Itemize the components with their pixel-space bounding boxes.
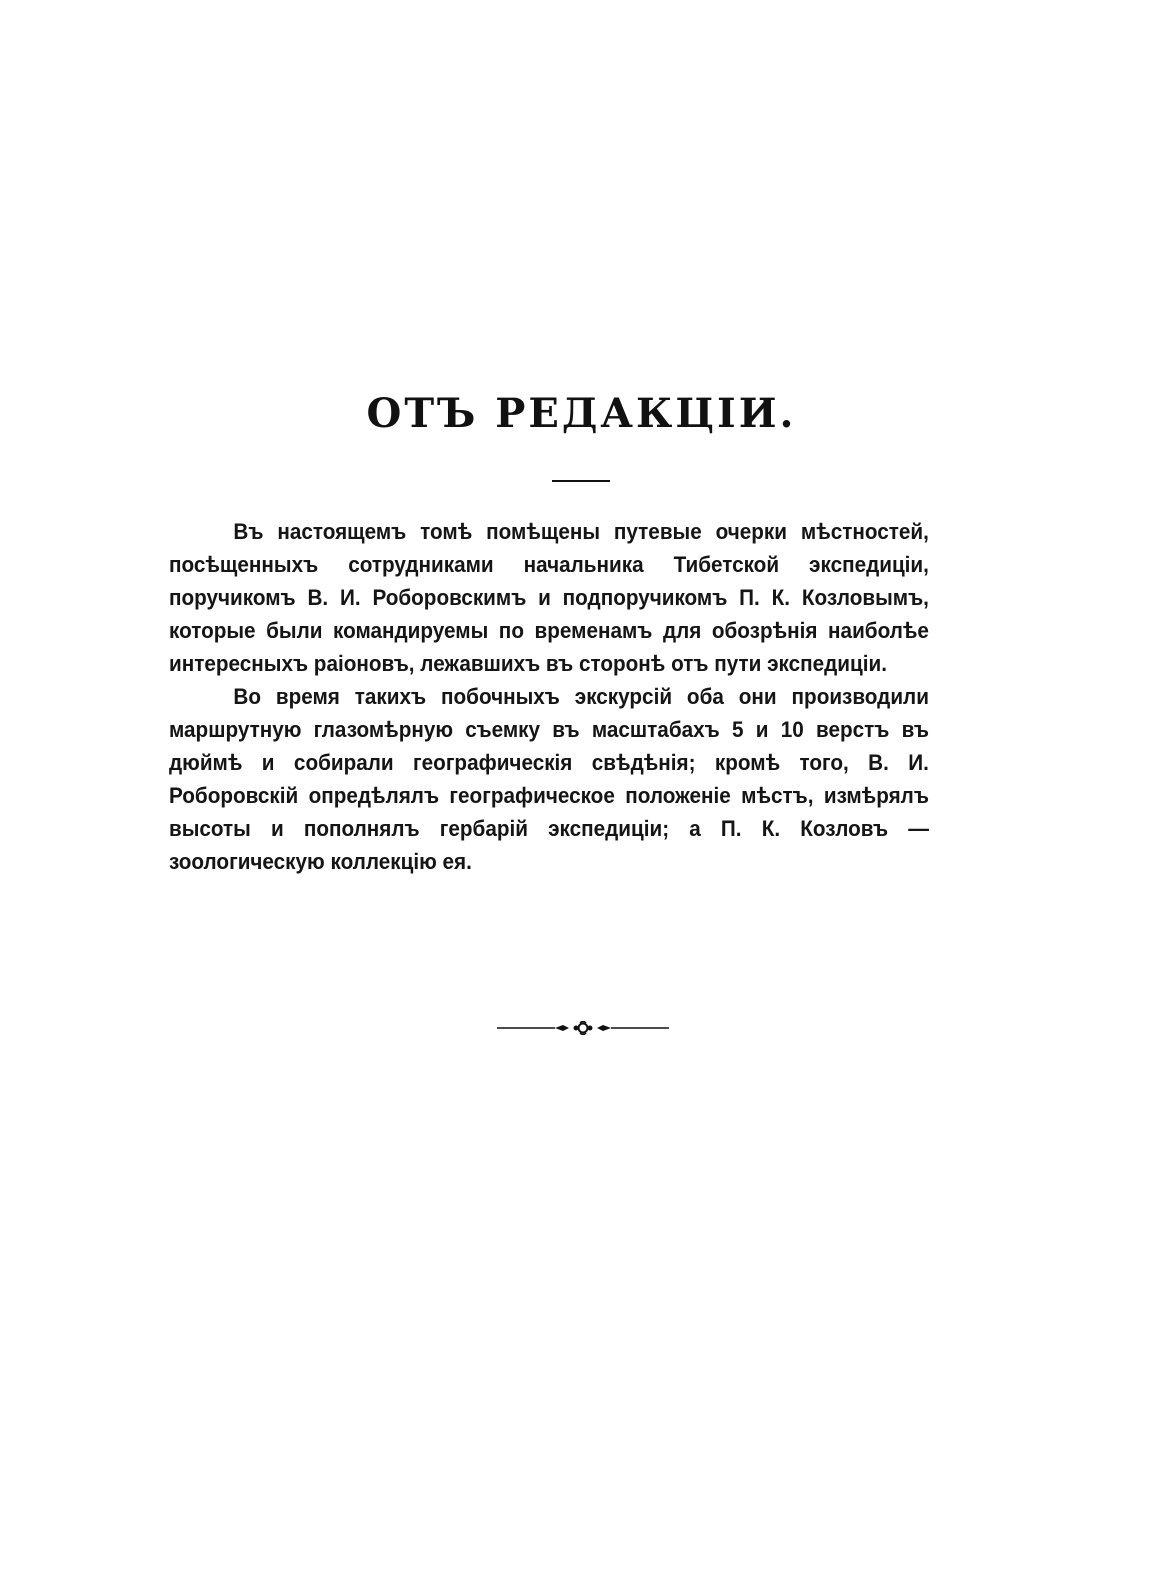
body-text: [169, 515, 929, 878]
paragraph: Въ настоящемъ томѣ помѣщены путевые очерки мѣстностей, посѣщенныхъ сотрудниками начальника Тибетской экспедиціи, поручикомъ В. И. Роборовскимъ и подпоручикомъ П. К. Козловымъ, которые были командируемы по временамъ для обозрѣнія наиболѣе интересныхъ раіоновъ, лежавшихъ въ сторонѣ отъ пути экспедиціи.: [169, 519, 929, 676]
page-title: ОТЪ РЕДАКЦІИ.: [366, 390, 797, 437]
paragraph: Во время такихъ побочныхъ экскурсій оба они производили маршрутную глазомѣрную съемку въ масштабахъ 5 и 10 верстъ въ дюймѣ и собирали географическія свѣдѣнія; кромѣ того, В. И. Роборовскій опредѣлялъ географическое положеніе мѣстъ, измѣрялъ высоты и пополнялъ гербарій экспедиціи; а П. К. Козловъ — зоологическую коллекцію ея.: [169, 684, 929, 874]
title-divider: [552, 480, 610, 482]
vignette-ornament-icon: [497, 1021, 669, 1035]
